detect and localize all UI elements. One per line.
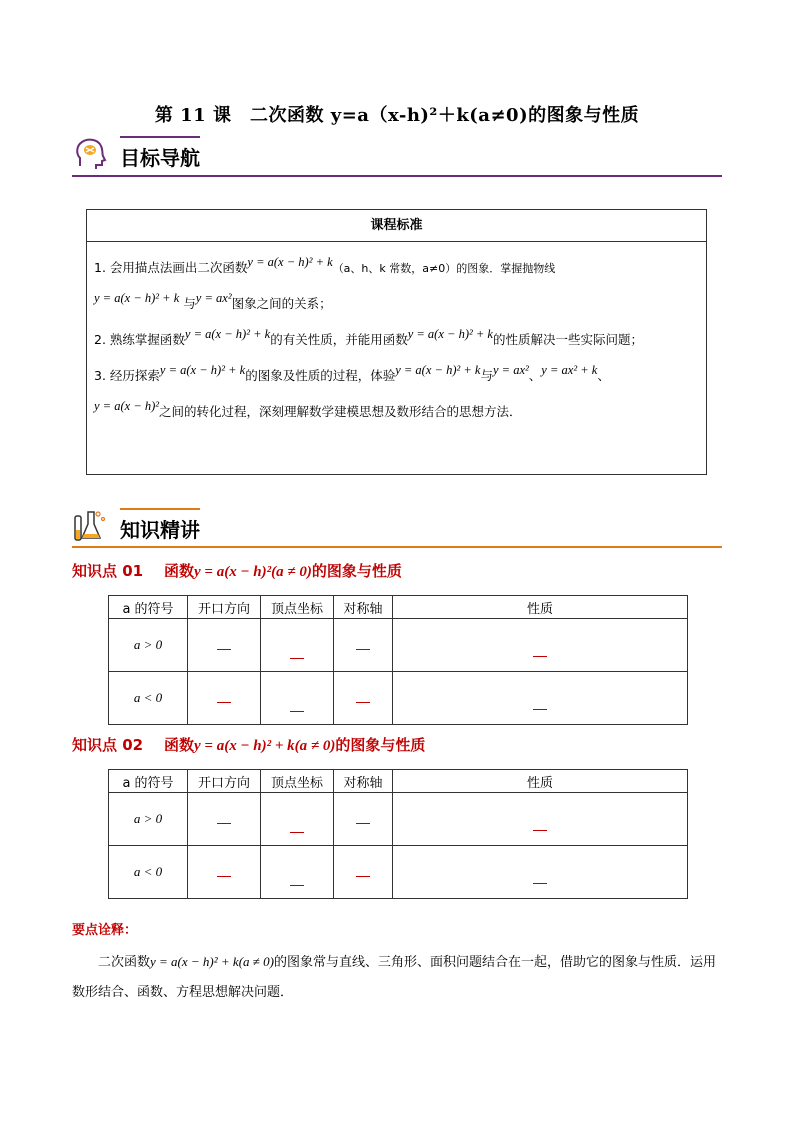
sign-cell: a > 0: [109, 619, 188, 672]
blank-cell: [261, 619, 334, 672]
answer-blank: [356, 864, 370, 877]
standard-text: 之间的转化过程，深刻理解数学建模思想及数形结合的思想方法．: [159, 404, 522, 419]
note-label: 要点诠释：: [72, 923, 138, 938]
col-header: 性质: [393, 596, 688, 619]
blank-cell: [261, 793, 334, 846]
answer-blank: [290, 646, 304, 659]
kp-label: 知识点 02: [72, 736, 144, 754]
col-header: 对称轴: [334, 770, 393, 793]
sign-cell: a < 0: [109, 672, 188, 725]
standard-item-1: [94, 250, 700, 322]
note-text: 的图象常与直线、三角形、面积问题结合在一起，借助它的图象与性质．运用数形结合、函数、方程思想解决问题．: [72, 955, 717, 1000]
blank-cell: [393, 619, 688, 672]
blank-cell: [334, 793, 393, 846]
col-header: 顶点坐标: [261, 596, 334, 619]
kp-prefix: 函数: [164, 562, 195, 580]
blank-cell: [261, 672, 334, 725]
sign-cell: a > 0: [109, 793, 188, 846]
col-header: a 的符号: [109, 596, 188, 619]
blank-cell: [188, 619, 261, 672]
standard-item-2: [94, 322, 700, 358]
blank-cell: [334, 672, 393, 725]
kp-suffix: 的图象与性质: [335, 736, 426, 754]
standard-text: 的性质解决一些实际问题；: [492, 332, 643, 347]
standard-item-3: [94, 358, 700, 430]
table-row: [109, 619, 688, 672]
blank-cell: [261, 846, 334, 899]
col-header: 对称轴: [334, 596, 393, 619]
formula: y = ax²: [493, 363, 529, 377]
formula: y = a(x − h)² + k: [94, 291, 180, 305]
col-header: 性质: [393, 770, 688, 793]
blank-cell: [393, 672, 688, 725]
answer-blank: [217, 811, 231, 824]
table-header-row: [109, 596, 688, 619]
knowledge-point-01: [72, 560, 402, 581]
answer-blank: [533, 697, 547, 710]
answer-blank: [217, 690, 231, 703]
standard-text: 1. 会用描点法画出二次函数: [94, 260, 248, 275]
formula: y = a(x − h)² + k: [407, 327, 493, 341]
answer-blank: [356, 690, 370, 703]
standards-header: 课程标准: [87, 210, 706, 242]
kp-suffix: 的图象与性质: [311, 562, 402, 580]
formula: y = ax²: [195, 291, 232, 305]
answer-blank: [356, 811, 370, 824]
standard-text: 与: [480, 368, 493, 383]
note-formula: y = a(x − h)² + k(a ≠ 0): [150, 954, 274, 969]
standard-text: 、: [528, 368, 542, 383]
table-header-row: [109, 770, 688, 793]
kp-formula: y = a(x − h)²(a ≠ 0): [194, 564, 312, 580]
goal-title: 目标导航: [120, 146, 200, 170]
properties-table-1: [108, 595, 688, 725]
knowledge-section-header: [72, 508, 722, 548]
blank-cell: [188, 846, 261, 899]
properties-table-2: [108, 769, 688, 899]
note-paragraph: [72, 947, 722, 1008]
formula: y = ax² + k: [541, 363, 598, 377]
standard-text: 的图象及性质的过程，体验: [245, 368, 396, 383]
col-header: 顶点坐标: [261, 770, 334, 793]
kp-prefix: 函数: [164, 736, 195, 754]
standard-text: （a、h、k 常数，a≠0）的图象．掌握抛物线: [332, 262, 556, 275]
goal-top-line: [120, 136, 200, 138]
answer-blank: [290, 699, 304, 712]
formula: y = a(x − h)² + k: [159, 363, 246, 377]
standard-text: 与: [183, 296, 196, 311]
formula: y = a(x − h)²: [94, 399, 160, 413]
table-row: [109, 672, 688, 725]
knowledge-divider: [72, 546, 722, 548]
brain-head-icon: [72, 136, 108, 172]
standard-text: 3. 经历探索: [94, 368, 160, 383]
table-row: [109, 846, 688, 899]
standard-text: 图象之间的关系；: [231, 296, 332, 311]
blank-cell: [393, 793, 688, 846]
table-row: [109, 793, 688, 846]
blank-cell: [188, 672, 261, 725]
formula: y = a(x − h)² + k: [247, 255, 333, 269]
answer-blank: [356, 637, 370, 650]
page-title: 第 11 课 二次函数 y=a（x-h)²＋k(a≠0)的图象与性质: [154, 105, 640, 126]
answer-blank: [533, 644, 547, 657]
col-header: a 的符号: [109, 770, 188, 793]
blank-cell: [334, 846, 393, 899]
answer-blank: [290, 873, 304, 886]
goal-section-header: [72, 136, 722, 176]
answer-blank: [290, 820, 304, 833]
knowledge-title: 知识精讲: [120, 518, 200, 542]
answer-blank: [533, 818, 547, 831]
blank-cell: [393, 846, 688, 899]
standards-box: [86, 209, 707, 475]
col-header: 开口方向: [188, 770, 261, 793]
standard-text: 2. 熟练掌握函数: [94, 332, 185, 347]
standards-content: [87, 242, 706, 430]
flask-icon: [72, 508, 108, 544]
kp-label: 知识点 01: [72, 562, 144, 580]
goal-divider: [72, 175, 722, 177]
formula: y = a(x − h)² + k: [395, 363, 481, 377]
sign-cell: a < 0: [109, 846, 188, 899]
blank-cell: [188, 793, 261, 846]
knowledge-point-02: [72, 734, 425, 755]
kp-formula: y = a(x − h)² + k(a ≠ 0): [194, 738, 336, 754]
note-text: 二次函数: [98, 955, 151, 970]
knowledge-top-line: [120, 508, 200, 510]
answer-blank: [217, 864, 231, 877]
col-header: 开口方向: [188, 596, 261, 619]
standard-text: 、: [597, 368, 610, 383]
formula: y = a(x − h)² + k: [184, 327, 271, 341]
blank-cell: [334, 619, 393, 672]
standard-text: 的有关性质，并能用函数: [270, 332, 408, 347]
answer-blank: [217, 637, 231, 650]
answer-blank: [533, 871, 547, 884]
